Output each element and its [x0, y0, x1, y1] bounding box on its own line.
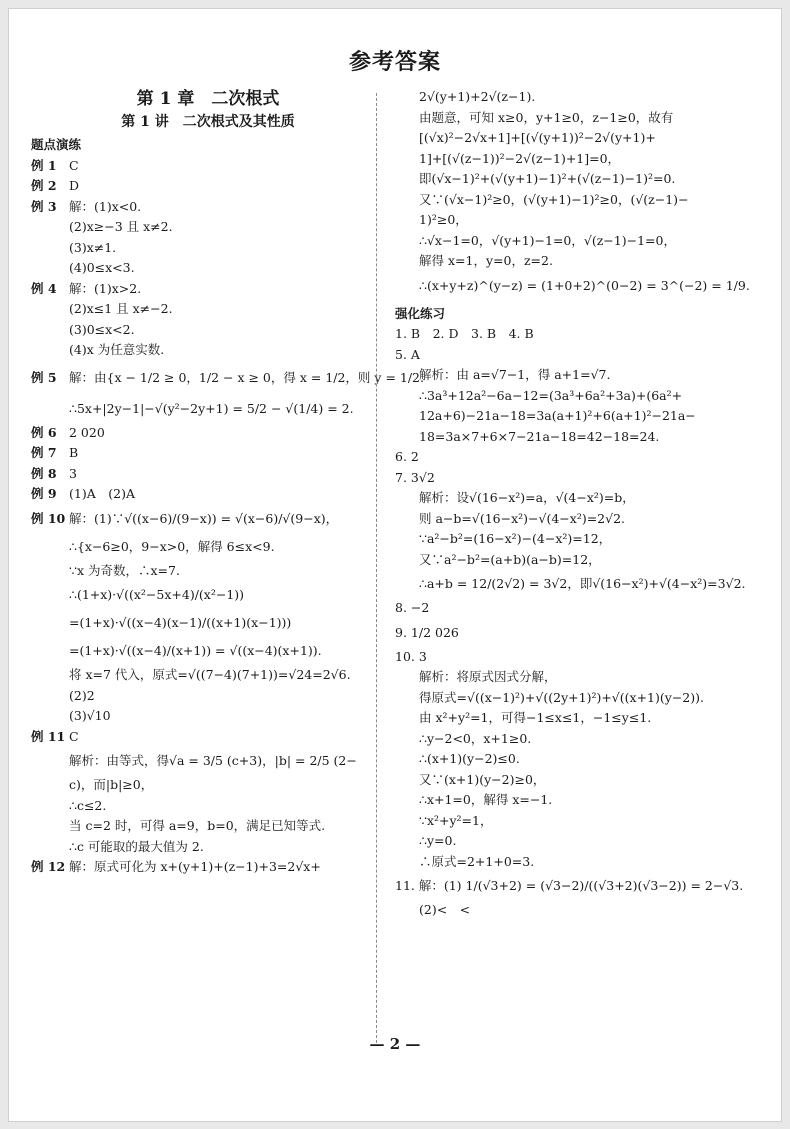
answer-line: [31, 837, 371, 858]
answer-line: [395, 667, 763, 688]
answer-text: 11. 解：(1) 1/(√3+2) = (√3−2)/((√3+2)(√3−2)) = 2−√3.: [395, 878, 744, 893]
answer-text: 解析：将原式因式分解，: [419, 669, 557, 684]
answer-page: [8, 8, 782, 1122]
solution-line: 又∵(√x−1)²≥0，(√(y+1)−1)²≥0，(√(z−1)−: [419, 191, 689, 207]
answer-text: 解析：由等式，得√a = 3/5 (c+3)，|b| = 2/5 (2−: [69, 753, 357, 768]
answer-text: ∴(1+x)·√((x²−5x+4)/(x²−1)): [69, 587, 245, 602]
answer-text: (2)x≥−3 且 x≠2.: [69, 219, 173, 234]
example-label: 例 11: [31, 728, 66, 744]
answer-line: [395, 324, 763, 345]
answer-line: [395, 831, 763, 852]
solution-line: ∴(x+y+z)^(y−z) = (1+0+2)^(0−2) = 3^(−2) = 1/9.: [419, 277, 750, 293]
answer-text: 解析：设√(16−x²)=a，√(4−x²)=b，: [419, 490, 635, 505]
answer-text: ∴{x−6≥0，9−x>0，解得 6≤x<9.: [69, 538, 275, 554]
answer-line: [31, 217, 371, 238]
answer-line: [31, 423, 371, 444]
column-divider: [376, 93, 377, 1043]
answer-line: [395, 790, 763, 811]
answer-line: [31, 361, 424, 395]
answer-text: 解：(1)∵√((x−6)/(9−x)) = √(x−6)/√(9−x)，: [69, 510, 339, 526]
answer-text: 6. 2: [395, 449, 419, 464]
answer-line: [31, 443, 371, 464]
example-label: 例 9: [31, 486, 57, 501]
solution-line: 1)²≥0，: [419, 212, 468, 227]
answer-text: ∴5x+|2y−1|−√(y²−2y+1) = 5/2 − √(1/4) = 2.: [69, 400, 354, 416]
answer-line: [31, 706, 371, 727]
answer-text: 当 c=2 时，可得 a=9，b=0，满足已知等式.: [69, 818, 326, 833]
answer-text: 2 020: [69, 424, 105, 440]
answer-text: 将 x=7 代入，原式=√((7−4)(7+1))=√24=2√6.: [69, 667, 351, 682]
answer-text: c)，而|b|≥0，: [69, 777, 154, 792]
answer-line: [31, 320, 371, 341]
solution-line: 由题意，可知 x≥0，y+1≥0，z−1≥0，故有: [419, 109, 674, 125]
section-heading: 题点演练: [31, 137, 82, 152]
answer-text: 则 a−b=√(16−x²)−√(4−x²)=2√2.: [419, 510, 626, 526]
answer-text: 解：由{x − 1/2 ≥ 0，1/2 − x ≥ 0，得 x = 1/2，则 y = 1/2.: [69, 369, 424, 385]
answer-text: =(1+x)·√((x−4)(x−1)/((x+1)(x−1))): [69, 615, 292, 630]
answer-line: [31, 484, 371, 505]
answer-line: [395, 386, 763, 407]
answer-line: [31, 609, 371, 637]
answer-line: [31, 816, 371, 837]
answer-line: [395, 770, 763, 791]
answer-line: [31, 464, 371, 485]
answer-text: 解：(1)x>2.: [69, 280, 142, 296]
answer-text: ∴3a³+12a²−6a−12=(3a³+6a²+3a)+(6a²+: [419, 387, 683, 403]
answer-text: (1)A (2)A: [69, 486, 135, 501]
answer-text: ∵x 为奇数，∴x=7.: [69, 562, 180, 578]
answer-line: [395, 598, 763, 619]
right-answer-list: [395, 324, 763, 921]
answer-text: 得原式=√((x−1)²)+√((2y+1)²)+√((x+1)(y−2)).: [419, 689, 704, 705]
answer-line: [31, 857, 371, 878]
answer-line: [31, 279, 371, 300]
solution-line: 1]+[(√(z−1))²−2√(z−1)+1]=0，: [419, 150, 621, 166]
answer-text: 解：(1)x<0.: [69, 198, 142, 214]
answer-text: C: [69, 157, 79, 173]
answer-text: ∴原式=2+1+0=3.: [419, 853, 535, 869]
answer-text: 10. 3: [395, 648, 427, 664]
answer-text: 解析：由 a=√7−1，得 a+1=√7.: [419, 367, 611, 382]
answer-text: (2)x≤1 且 x≠−2.: [69, 301, 173, 316]
solution-line: [(√x)²−2√x+1]+[(√(y+1))²−2√(y+1)+: [419, 130, 656, 145]
continued-solution: [395, 87, 763, 300]
lecture-heading: 第 1 讲 二次根式及其性质: [121, 114, 295, 130]
answer-text: 由 x²+y²=1，可得−1≤x≤1，−1≤y≤1.: [419, 710, 652, 725]
answer-line: [31, 176, 371, 197]
answer-line: [395, 447, 763, 468]
answer-line: [395, 619, 763, 647]
answer-line: [31, 258, 371, 279]
answer-line: [395, 872, 763, 900]
answer-text: ∴c 可能取的最大值为 2.: [69, 838, 204, 854]
example-label: 例 5: [31, 369, 57, 385]
answer-line: [31, 156, 371, 177]
answer-text: 又∵(x+1)(y−2)≥0，: [419, 771, 546, 787]
answer-line: [31, 561, 371, 582]
example-label: 例 2: [31, 178, 57, 193]
answer-line: [395, 468, 763, 489]
answer-text: ∵x²+y²=1，: [419, 812, 493, 828]
solution-line: 2√(y+1)+2√(z−1).: [419, 89, 536, 104]
answer-line: [31, 197, 371, 218]
answer-line: [31, 747, 371, 775]
answer-text: 18=3a×7+6×7−21a−18=42−18=24.: [419, 428, 660, 444]
answer-text: ∴(x+1)(y−2)≤0.: [419, 751, 520, 766]
answer-line: [395, 647, 763, 668]
solution-line: ∴√x−1=0，√(y+1)−1=0，√(z−1)−1=0，: [419, 232, 676, 248]
solution-line: 即(√x−1)²+(√(y+1)−1)²+(√(z−1)−1)²=0.: [419, 171, 676, 186]
answer-line: [395, 688, 763, 709]
answer-text: (2)2: [69, 687, 95, 703]
answer-line: [395, 427, 763, 448]
answer-line: [31, 727, 371, 748]
answer-line: [395, 365, 763, 386]
answer-line: [31, 299, 371, 320]
answer-line: [31, 686, 371, 707]
answer-line: [395, 529, 763, 550]
answer-text: ∴y−2<0，x+1≥0.: [419, 730, 532, 746]
answer-line: [31, 581, 371, 609]
answer-text: 3: [69, 465, 77, 481]
answer-text: (3)x≠1.: [69, 239, 117, 255]
example-label: 例 7: [31, 445, 57, 460]
chapter-heading: 第 1 章 二次根式: [136, 89, 280, 109]
answer-text: D: [69, 178, 80, 193]
example-label: 例 3: [31, 198, 57, 214]
answer-line: [31, 796, 371, 817]
answer-line: [31, 505, 371, 533]
answer-line: [31, 238, 371, 259]
page-number: — 2 —: [369, 1035, 421, 1053]
answer-line: [395, 345, 763, 366]
section-heading-practice: 强化练习: [395, 305, 446, 321]
answer-line: [31, 665, 371, 686]
answer-line: [395, 708, 763, 729]
answer-text: 7. 3√2: [395, 469, 435, 485]
answer-line: [395, 900, 763, 921]
example-label: 例 1: [31, 157, 57, 173]
answer-text: ∴y=0.: [419, 833, 457, 848]
answer-text: 解：原式可化为 x+(y+1)+(z−1)+3=2√x+: [69, 859, 321, 874]
answer-text: 12a+6)−21a−18=3a(a+1)²+6(a+1)²−21a−: [419, 408, 696, 423]
example-label: 例 12: [31, 859, 66, 874]
example-label: 例 8: [31, 465, 57, 481]
right-column: [395, 87, 763, 921]
answer-text: (4)0≤x<3.: [69, 260, 135, 275]
example-label: 例 10: [31, 510, 66, 526]
answer-text: 又∵a²−b²=(a+b)(a−b)=12，: [419, 551, 601, 567]
answer-line: [395, 729, 763, 750]
answer-text: 5. A: [395, 346, 420, 362]
answer-text: (4)x 为任意实数.: [69, 342, 165, 357]
solution-line: 解得 x=1，y=0，z=2.: [419, 253, 553, 268]
answer-text: ∴x+1=0，解得 x=−1.: [419, 792, 553, 807]
answer-text: =(1+x)·√((x−4)/(x+1)) = √((x−4)(x+1)).: [69, 643, 322, 658]
answer-text: ∴a+b = 12/(2√2) = 3√2，即√(16−x²)+√(4−x²)=3√2.: [419, 576, 746, 591]
answer-text: ∵a²−b²=(16−x²)−(4−x²)=12，: [419, 531, 612, 546]
answer-line: [31, 395, 371, 423]
page-title: 参考答案: [348, 49, 441, 75]
answer-text: ∴c≤2.: [69, 797, 107, 813]
answer-line: [395, 749, 763, 770]
answer-text: C: [69, 728, 79, 744]
answer-text: 8. −2: [395, 600, 430, 615]
answer-line: [395, 852, 763, 873]
answer-line: [395, 406, 763, 427]
answer-text: (3)0≤x<2.: [69, 321, 135, 337]
answer-line: [31, 533, 371, 561]
answer-text: 1. B 2. D 3. B 4. B: [395, 326, 534, 341]
answer-text: (2)< <: [419, 902, 471, 917]
answer-line: [31, 340, 371, 361]
answer-line: [31, 775, 371, 796]
answer-line: [395, 811, 763, 832]
example-label: 例 4: [31, 280, 57, 296]
answer-text: (3)√10: [69, 708, 111, 723]
answer-line: [395, 550, 763, 571]
answer-line: [31, 637, 371, 665]
example-label: 例 6: [31, 424, 57, 440]
answer-text: B: [69, 445, 79, 460]
answer-line: [395, 570, 763, 598]
answer-line: [395, 488, 763, 509]
answer-line: [395, 509, 763, 530]
answer-text: 9. 1/2 026: [395, 624, 459, 640]
